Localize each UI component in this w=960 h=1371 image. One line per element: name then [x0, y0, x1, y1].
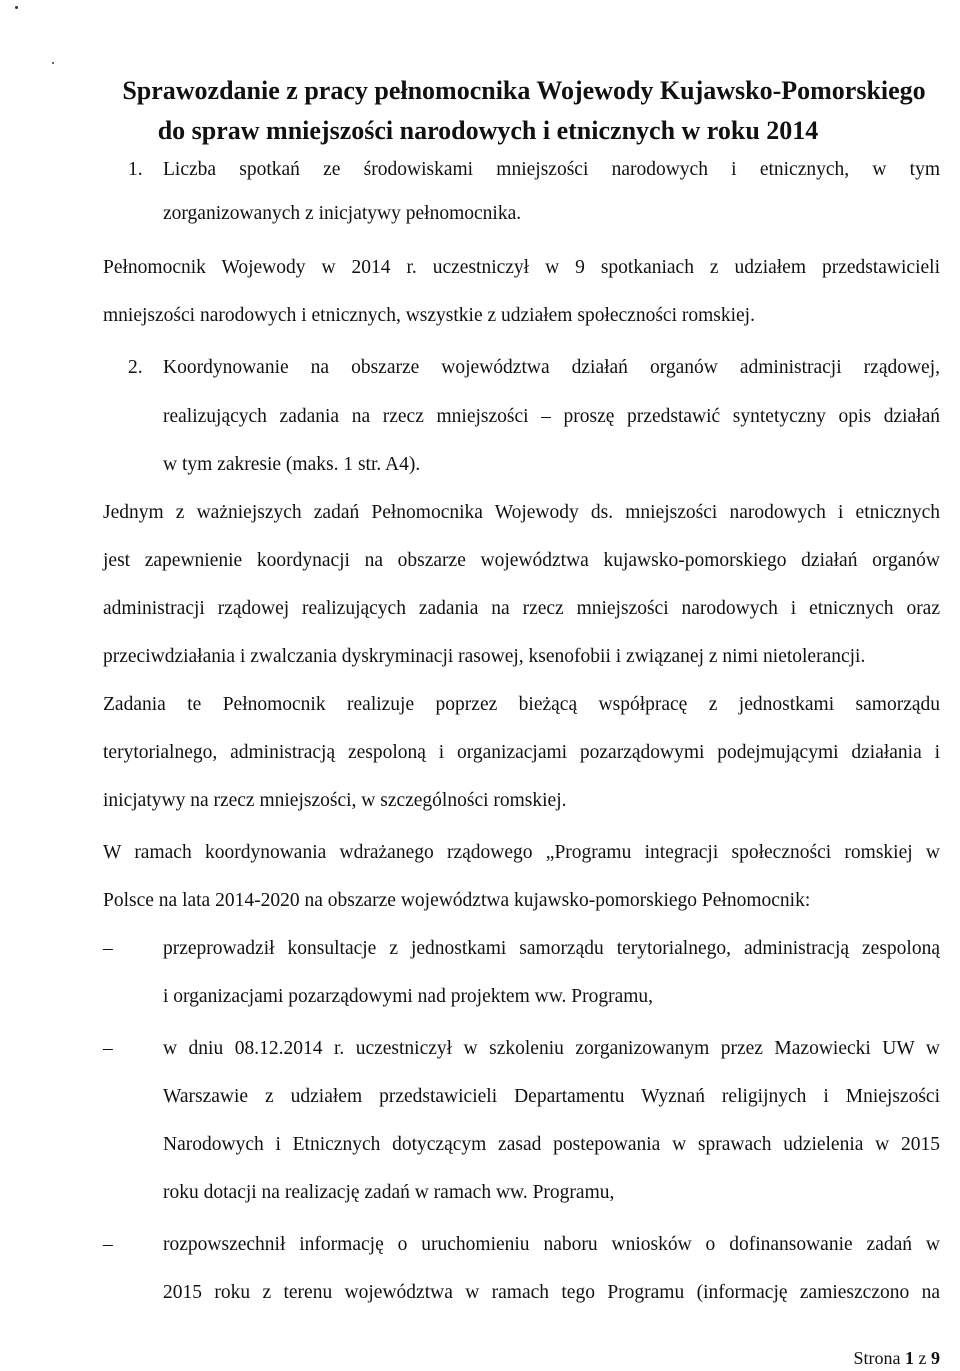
section-1-number: 1. — [128, 159, 143, 180]
document-title-line-2: do spraw mniejszości narodowych i etnicznych w roku 2014 — [157, 116, 819, 145]
document-title-line-1: Sprawozdanie z pracy pełnomocnika Wojewody Kujawsko-Pomorskiego — [122, 76, 926, 105]
paragraph-3-line-3: inicjatywy na rzecz mniejszości, w szczególności romskiej. — [103, 790, 567, 811]
footer-label: Strona — [853, 1348, 901, 1368]
scan-speck — [52, 62, 54, 64]
paragraph-3-line-1: Zadania te Pełnomocnik realizuje poprzez bieżącą współpracę z jednostkami samorządu — [103, 694, 940, 715]
section-2-heading-line-3: w tym zakresie (maks. 1 str. A4). — [163, 454, 421, 475]
bullet-dash: – — [103, 938, 113, 959]
section-2-heading-line-2: realizujących zadania na rzecz mniejszości – proszę przedstawić syntetyczny opis działań — [163, 406, 940, 427]
paragraph-2-line-2: jest zapewnienie koordynacji na obszarze województwa kujawsko-pomorskiego działań organów — [103, 550, 940, 571]
bullet-2-line-1: w dniu 08.12.2014 r. uczestniczył w szkoleniu zorganizowanym przez Mazowiecki UW w — [163, 1038, 940, 1059]
footer-total-pages: 9 — [931, 1348, 940, 1368]
bullet-2-line-2: Warszawie z udziałem przedstawicieli Departamentu Wyznań religijnych i Mniejszości — [163, 1086, 940, 1107]
scan-speck — [15, 6, 18, 9]
footer-of: z — [918, 1348, 927, 1368]
bullet-1-line-2: i organizacjami pozarządowymi nad projektem ww. Programu, — [163, 986, 654, 1007]
paragraph-1-line-1: Pełnomocnik Wojewody w 2014 r. uczestniczył w 9 spotkaniach z udziałem przedstawicieli — [103, 257, 940, 278]
section-1-heading-line-1: Liczba spotkań ze środowiskami mniejszości narodowych i etnicznych, w tym — [163, 159, 940, 180]
bullet-3-line-1: rozpowszechnił informację o uruchomieniu naboru wniosków o dofinansowanie zadań w — [163, 1234, 940, 1255]
bullet-2-line-3: Narodowych i Etnicznych dotyczącym zasad postepowania w sprawach udzielenia w 2015 — [163, 1134, 940, 1155]
paragraph-3-line-2: terytorialnego, administracją zespoloną i organizacjami pozarządowymi podejmującymi działania i — [103, 742, 940, 763]
bullet-dash: – — [103, 1234, 113, 1255]
bullet-1-line-1: przeprowadził konsultacje z jednostkami samorządu terytorialnego, administracją zespoloną — [163, 938, 940, 959]
paragraph-4-line-1: W ramach koordynowania wdrażanego rządowego „Programu integracji społeczności romskiej w — [103, 842, 940, 863]
paragraph-2-line-1: Jednym z ważniejszych zadań Pełnomocnika Wojewody ds. mniejszości narodowych i etnicznych — [103, 502, 940, 523]
footer-current-page: 1 — [905, 1348, 914, 1368]
paragraph-1-line-2: mniejszości narodowych i etnicznych, wszystkie z udziałem społeczności romskiej. — [103, 305, 755, 326]
paragraph-2-line-4: przeciwdziałania i zwalczania dyskryminacji rasowej, ksenofobii i związanej z nimi nietolerancji. — [103, 646, 866, 667]
page-number-footer — [854, 1345, 941, 1371]
bullet-3-line-2: 2015 roku z terenu województwa w ramach tego Programu (informację zamieszczono na — [163, 1282, 940, 1303]
section-1-heading-line-2: zorganizowanych z inicjatywy pełnomocnika. — [163, 203, 522, 224]
paragraph-4-line-2: Polsce na lata 2014-2020 na obszarze województwa kujawsko-pomorskiego Pełnomocnik: — [103, 890, 811, 911]
section-2-heading-line-1: Koordynowanie na obszarze województwa działań organów administracji rządowej, — [163, 357, 940, 378]
section-2-number: 2. — [128, 357, 143, 378]
bullet-dash: – — [103, 1038, 113, 1059]
paragraph-2-line-3: administracji rządowej realizujących zadania na rzecz mniejszości narodowych i etnicznych oraz — [103, 598, 940, 619]
bullet-2-line-4: roku dotacji na realizację zadań w ramach ww. Programu, — [163, 1182, 615, 1203]
